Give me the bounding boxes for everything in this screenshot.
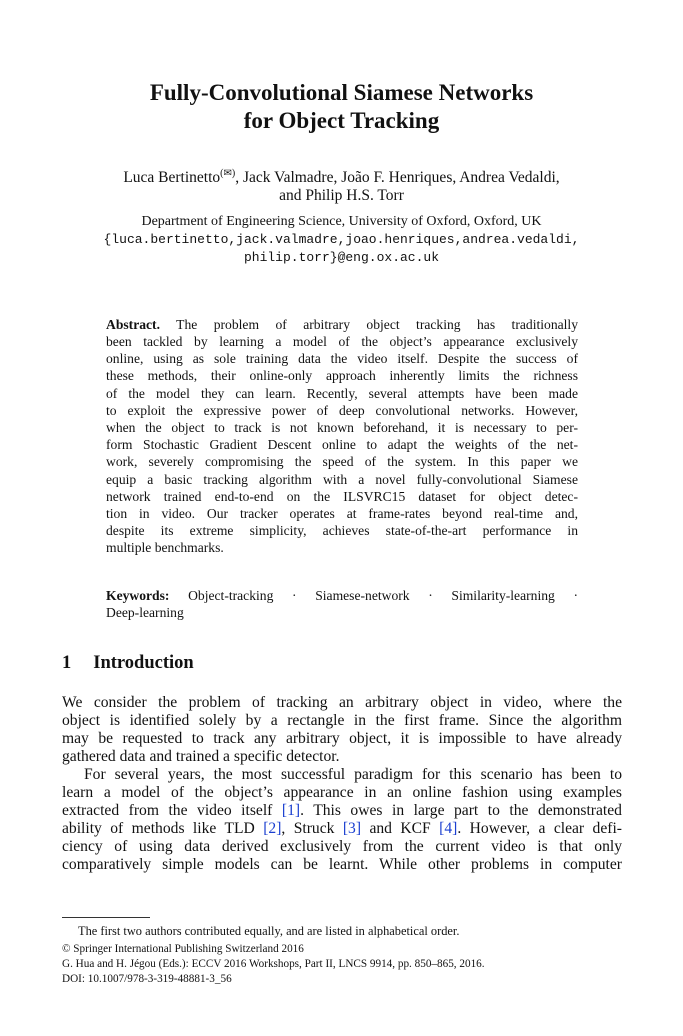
body-line [62,802,622,820]
emails-line-2: philip.torr}@eng.ox.ac.uk [243,250,440,265]
abstract-line: of the model they can learn. Recently, several attempts have been made [106,386,578,401]
body-line: may be requested to track any arbitrary object, it is impossible to have already [62,730,622,747]
citation-link-1[interactable]: [1] [281,802,301,819]
abstract-line: network trained end-to-end on the ILSVRC15 dataset for object detec- [106,489,578,504]
abstract-line: equip a basic tracking algorithm with a novel fully-convolutional Siamese [106,472,578,487]
footnote: The first two authors contributed equally, and are listed in alphabetical order. [78,924,460,938]
corresponding-author-mail-icon: (✉) [220,168,236,179]
abstract-label: Abstract. [106,317,160,332]
body-line: ciency of using data derived exclusively from the current video is that only [62,838,622,855]
abstract-line: tion in video. Our tracker operates at frame-rates beyond real-time and, [106,506,578,521]
body-text-segment: . However, a clear defi- [457,820,622,837]
publication-info: G. Hua and H. Jégou (Eds.): ECCV 2016 Workshops, Part II, LNCS 9914, pp. 850–865, 2016. [62,958,485,970]
doi: DOI: 10.1007/978-3-319-48881-3_56 [62,973,232,985]
affiliation: Department of Engineering Science, University of Oxford, Oxford, UK [141,214,542,229]
body-text-segment: , Struck [281,820,343,837]
body-line: object is identified solely by a rectangle in the first frame. Since the algorithm [62,712,622,729]
abstract-line: work, severely compromising the speed of the system. In this paper we [106,454,578,469]
keywords-label: Keywords: [106,588,170,603]
keywords-line-1 [106,588,578,604]
abstract-line: online, using as sole training data the video itself. Despite the success of [106,351,578,366]
body-line [62,820,622,838]
body-text-segment: . This owes in large part to the demonstrated [300,802,622,819]
body-text-segment: and KCF [361,820,440,837]
authors-line-2: and Philip H.S. Torr [279,187,404,204]
author-names: , Jack Valmadre, João F. Henriques, Andrea Vedaldi, [235,169,560,187]
citation-link-4[interactable]: [4] [439,820,458,837]
body-text-segment: extracted from the video itself [62,802,282,819]
abstract-text: The problem of arbitrary object tracking has traditionally [159,317,578,332]
paper-title-line-2: for Object Tracking [243,108,440,133]
body-line: comparatively simple models can be learnt. While other problems in computer [62,856,622,873]
body-text-segment: ability of methods like TLD [62,820,264,837]
abstract-line: despite its extreme simplicity, achieves state-of-the-art performance in [106,523,578,538]
abstract-line: been tackled by learning a model of the object’s appearance exclusively [106,334,578,349]
abstract-line: these methods, their online-only approach inherently limits the richness [106,368,578,383]
abstract-line: to exploit the expressive power of deep convolutional networks. However, [106,403,578,418]
author-name: Luca Bertinetto [123,169,221,187]
copyright-line: © Springer International Publishing Switzerland 2016 [62,943,304,955]
body-line: For several years, the most successful paradigm for this scenario has been to [84,766,622,783]
citation-link-3[interactable]: [3] [342,820,362,837]
keywords-line-2: Deep-learning [106,605,184,620]
emails-line-1: {luca.bertinetto,jack.valmadre,joao.henriques,andrea.vedaldi, [103,232,580,247]
authors-line-1 [0,168,683,187]
body-line: learn a model of the object’s appearance in an online fashion using examples [62,784,622,801]
keywords-text: Object-tracking · Siamese-network · Similarity-learning · [169,588,578,603]
section-number: 1 [62,653,72,673]
section-heading [62,653,194,674]
citation-link-2[interactable]: [2] [263,820,282,837]
abstract-line [106,317,578,333]
section-title: Introduction [93,653,194,673]
body-line: gathered data and trained a specific detector. [62,748,340,765]
abstract-line: form Stochastic Gradient Descent online to adapt the weights of the net- [106,437,578,452]
paper-title-line-1: Fully-Convolutional Siamese Networks [149,80,534,105]
body-line: We consider the problem of tracking an arbitrary object in video, where the [62,694,622,711]
footnote-rule [62,917,150,918]
abstract-line: when the object to track is not known beforehand, it is necessary to per- [106,420,578,435]
abstract-line: multiple benchmarks. [106,540,224,555]
